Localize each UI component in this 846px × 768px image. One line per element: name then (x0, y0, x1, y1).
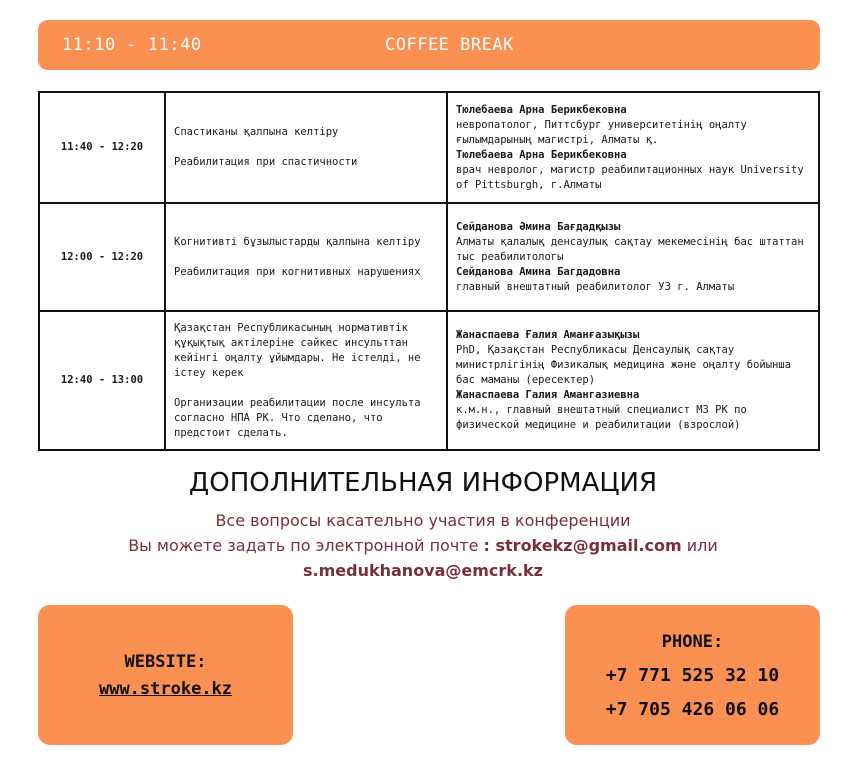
speaker-name: Тюлебаева Арна Берикбековна (456, 103, 627, 116)
info-line-2-prefix: Вы можете задать по электронной почте (128, 536, 484, 555)
coffee-break-banner (38, 20, 820, 70)
table-row (39, 311, 819, 450)
schedule-table (38, 91, 820, 451)
info-heading: ДОПОЛНИТЕЛЬНАЯ ИНФОРМАЦИЯ (188, 468, 658, 498)
speaker-desc: врач невролог, магистр реабилитационных наук University of Pittsburgh, г.Алматы (456, 163, 804, 191)
banner-title: COFFEE BREAK (385, 35, 514, 55)
session-time: 11:40 - 12:20 (39, 92, 165, 203)
topic-ru: Реабилитация при когнитивных нарушениях (174, 265, 421, 278)
info-line-1: Все вопросы касательно участия в конференции (215, 511, 631, 530)
email-link-1[interactable]: : strokekz@gmail.com (483, 536, 682, 555)
session-topic (165, 203, 447, 311)
topic-ru: Реабилитация при спастичности (174, 156, 358, 168)
session-speakers (447, 203, 819, 311)
website-label: WEBSITE: (124, 652, 207, 672)
session-topic (165, 311, 447, 450)
phone-box (565, 605, 820, 745)
email-link-2[interactable]: s.medukhanova@emcrk.kz (303, 561, 543, 580)
session-time: 12:00 - 12:20 (39, 203, 165, 311)
topic-kz: Спастиканы қалпына келтіру (174, 126, 339, 138)
info-line-3 (0, 561, 846, 580)
speaker-desc: главный внештатный реабилитолог УЗ г. Алматы (456, 280, 735, 293)
website-link-wrap (38, 679, 293, 699)
speaker-desc: к.м.н., главный внештатный специалист МЗ РК по физической медицине и реабилитации (взрослой) (456, 404, 747, 431)
table-row (39, 92, 819, 203)
phone-label: PHONE: (661, 632, 724, 652)
banner-time: 11:10 - 11:40 (62, 35, 202, 55)
speaker-name: Жанаспаева Галия Амангазиевна (456, 389, 640, 401)
session-speakers (447, 92, 819, 203)
session-speakers (447, 311, 819, 450)
topic-ru: Организации реабилитации после инсульта согласно НПА РК. Что сделано, что предстоит сделать. (174, 396, 421, 439)
speaker-name: Сейданова Амина Багдадовна (456, 265, 621, 278)
info-line-2-or: или (681, 536, 718, 555)
speaker-name: Сейданова Әмина Бағдадқызы (456, 220, 621, 233)
session-topic (165, 92, 447, 203)
phone-number-1[interactable]: +7 771 525 32 10 (605, 665, 780, 686)
speaker-name: Тюлебаева Арна Берикбековна (456, 148, 627, 161)
speaker-desc: PhD, Қазақстан Республикасы Денсаулық сақтау министрлігінің Физикалық медицина және оңалту бойынша бас маманы (ересектер) (456, 344, 792, 386)
website-link[interactable]: www.stroke.kz (98, 679, 233, 699)
speaker-name: Жанаспаева Ғалия Аманғазықызы (456, 329, 640, 341)
speaker-desc: Алматы қалалық денсаулық сақтау мекемесінің бас штаттан тыс реабилитологы (456, 235, 804, 263)
website-box (38, 605, 293, 745)
speaker-desc: невропатолог, Питтсбург университетінің оңалту ғылымдарының магистрі, Алматы қ. (456, 118, 747, 146)
table-row (39, 203, 819, 311)
info-line-2 (0, 536, 846, 555)
session-time: 12:40 - 13:00 (39, 311, 165, 450)
phone-number-2[interactable]: +7 705 426 06 06 (605, 699, 780, 720)
topic-kz: Қазақстан Республикасының нормативтік құқықтық актілеріне сәйкес инсульттан кейінгі оңалту ұйымдары. Не істелді, не істеу керек (174, 321, 421, 379)
topic-kz: Когнитивті бұзылыстарды қалпына келтіру (174, 235, 421, 248)
